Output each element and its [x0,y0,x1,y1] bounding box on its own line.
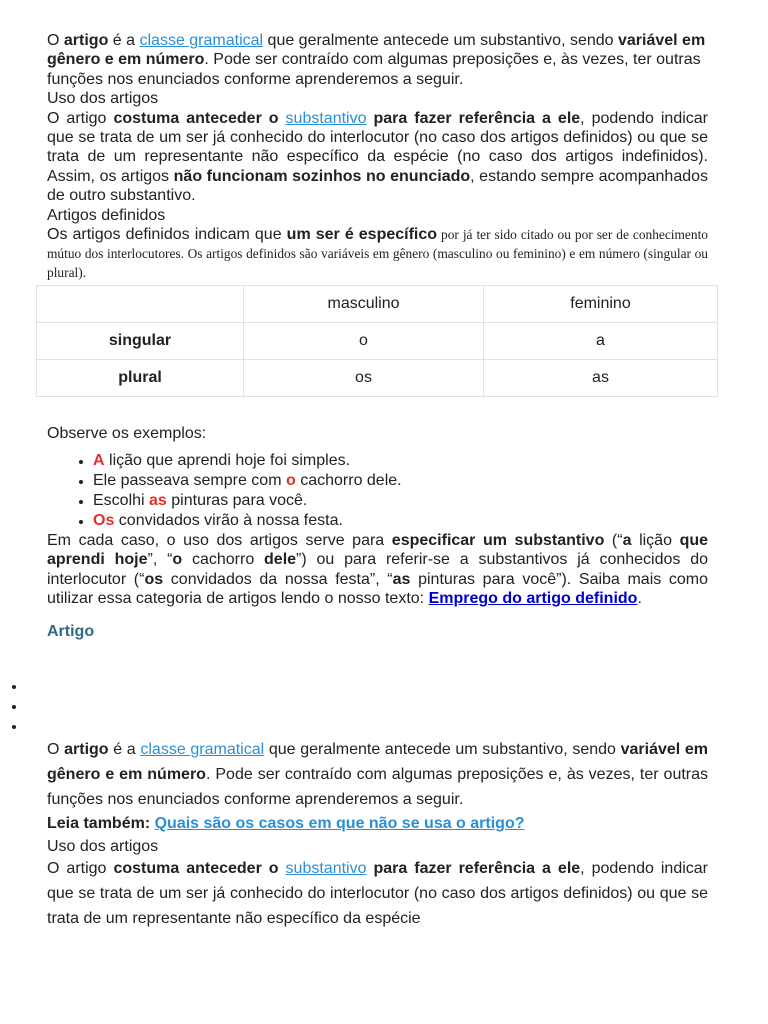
text: ”, “ [147,551,173,569]
text: . Pode ser contraído com algumas preposições e, às vezes, ter outras funções nos enunciados conforme aprenderemos a seguir. [47,765,709,808]
bold-text: para fazer referência a ele [366,109,581,127]
section-title-uso-repeat: Uso dos artigos [47,838,159,856]
uso-paragraph-repeat [47,857,708,931]
table-cell: o [244,323,484,360]
text: Ele passeava sempre com [93,472,286,490]
articles-table [36,285,718,397]
text: O artigo [47,109,114,127]
empty-bullet-list [0,677,26,737]
text: Escolhi [93,492,150,510]
bold-text: que aprendi hoje [47,532,709,569]
text: , estando sempre acompanhados de outro substantivo. [47,167,709,205]
text: é a [108,32,140,49]
term-artigo: artigo [64,741,109,758]
article-highlight: o [285,472,296,490]
bold-text: um ser é específico [286,226,438,244]
text: é a [108,741,141,758]
article-highlight: as [149,492,167,510]
text: , podendo indicar que se trata de um ser já conhecido do interlocutor (no caso dos artigos definidos) ou que se trata de um representante não específico da espécie (no caso dos artigos indefinidos). Assim, os artigos [47,109,708,185]
text: pinturas para você”). Saiba mais como utilizar essa categoria de artigos lendo o nosso texto: [47,570,709,608]
article-highlight: A [93,452,105,470]
bold-text: costuma anteceder o [113,109,286,127]
text: que geralmente antecede um substantivo, sendo [264,741,621,758]
intro-paragraph [47,31,708,89]
list-item [93,451,708,471]
bold-text: as [392,570,411,588]
link-substantivo[interactable]: substantivo [285,860,367,878]
text: cachorro [182,551,265,569]
list-item [93,491,708,511]
uso-paragraph [47,109,708,206]
definidos-paragraph [47,225,708,282]
bold-text: especificar um substantivo [391,532,605,550]
text: . [637,590,642,608]
link-classe-gramatical[interactable]: classe gramatical [140,741,265,758]
section-title-definidos: Artigos definidos [47,206,166,224]
table-header: masculino [244,286,484,323]
text: que geralmente antecede um substantivo, sendo [263,32,618,49]
text: Os artigos definidos indicam que [47,226,287,244]
section-title-uso: Uso dos artigos [47,90,159,108]
list-item [93,511,708,531]
table-cell: a [484,323,718,360]
row-label: plural [37,360,244,397]
bold-text: variável em gênero e em número [47,741,709,783]
bold-text: para fazer referência a ele [366,860,581,878]
table-row [37,360,718,397]
text: lição [631,532,680,550]
text: pinturas para você. [166,492,308,510]
bold-text: não funcionam sozinhos no enunciado [173,167,471,185]
serif-text: por já ter sido citado ou por ser de conhecimento mútuo dos interlocutores. Os artigos definidos são variáveis em gênero (masculino ou feminino) e em número (singular ou plural). [47,227,708,281]
text: ”) ou para referir-se a substantivos já conhecidos do interlocutor (“ [47,551,708,588]
text: convidados virão à nossa festa. [114,512,343,530]
list-item [93,471,708,491]
text: , podendo indicar que se trata de um ser já conhecido do interlocutor (no caso dos artigos definidos) ou que se trata de um representante não específico da espécie [47,860,708,927]
link-casos-sem-artigo[interactable]: Quais são os casos em que não se usa o artigo? [154,815,525,833]
text: cachorro dele. [295,472,402,490]
term-artigo: artigo [63,32,109,49]
link-substantivo[interactable]: substantivo [285,109,367,127]
leia-label: Leia também: [47,815,155,833]
intro-paragraph-repeat [47,738,708,812]
document-body-repeat [47,738,708,932]
text: lição que aprendi hoje foi simples. [104,452,351,470]
text: Em cada caso, o uso dos artigos serve para [47,532,392,550]
text: . Pode ser contraído com algumas preposições e, às vezes, ter outras funções nos enunciados conforme aprenderemos a seguir. [47,51,701,88]
row-label: singular [37,323,244,360]
bold-text: variável em gênero e em número [47,32,706,69]
bold-text: os [144,570,164,588]
text: (“ [604,532,623,550]
table-corner [37,286,244,323]
link-emprego-artigo-definido[interactable]: Emprego do artigo definido [428,590,638,608]
observe-label: Observe os exemplos: [47,425,207,443]
table-header: feminino [484,286,718,323]
link-classe-gramatical[interactable]: classe gramatical [139,32,264,49]
examples-list [47,451,708,531]
table-header-row [37,286,718,323]
table-row [37,323,718,360]
text: convidados da nossa festa”, “ [163,570,393,588]
document-body [47,31,708,641]
summary-paragraph [47,531,708,609]
bold-text: costuma anteceder o [113,860,286,878]
bold-text: a [622,532,632,550]
artigo-heading: Artigo [47,622,95,640]
bold-text: o [172,551,183,569]
table-cell: as [484,360,718,397]
leia-tambem [47,812,708,837]
text: O artigo [47,860,114,878]
table-cell: os [244,360,484,397]
bold-text: dele [264,551,297,569]
article-highlight: Os [93,512,115,530]
text: O [47,32,64,49]
text: O [47,741,65,758]
